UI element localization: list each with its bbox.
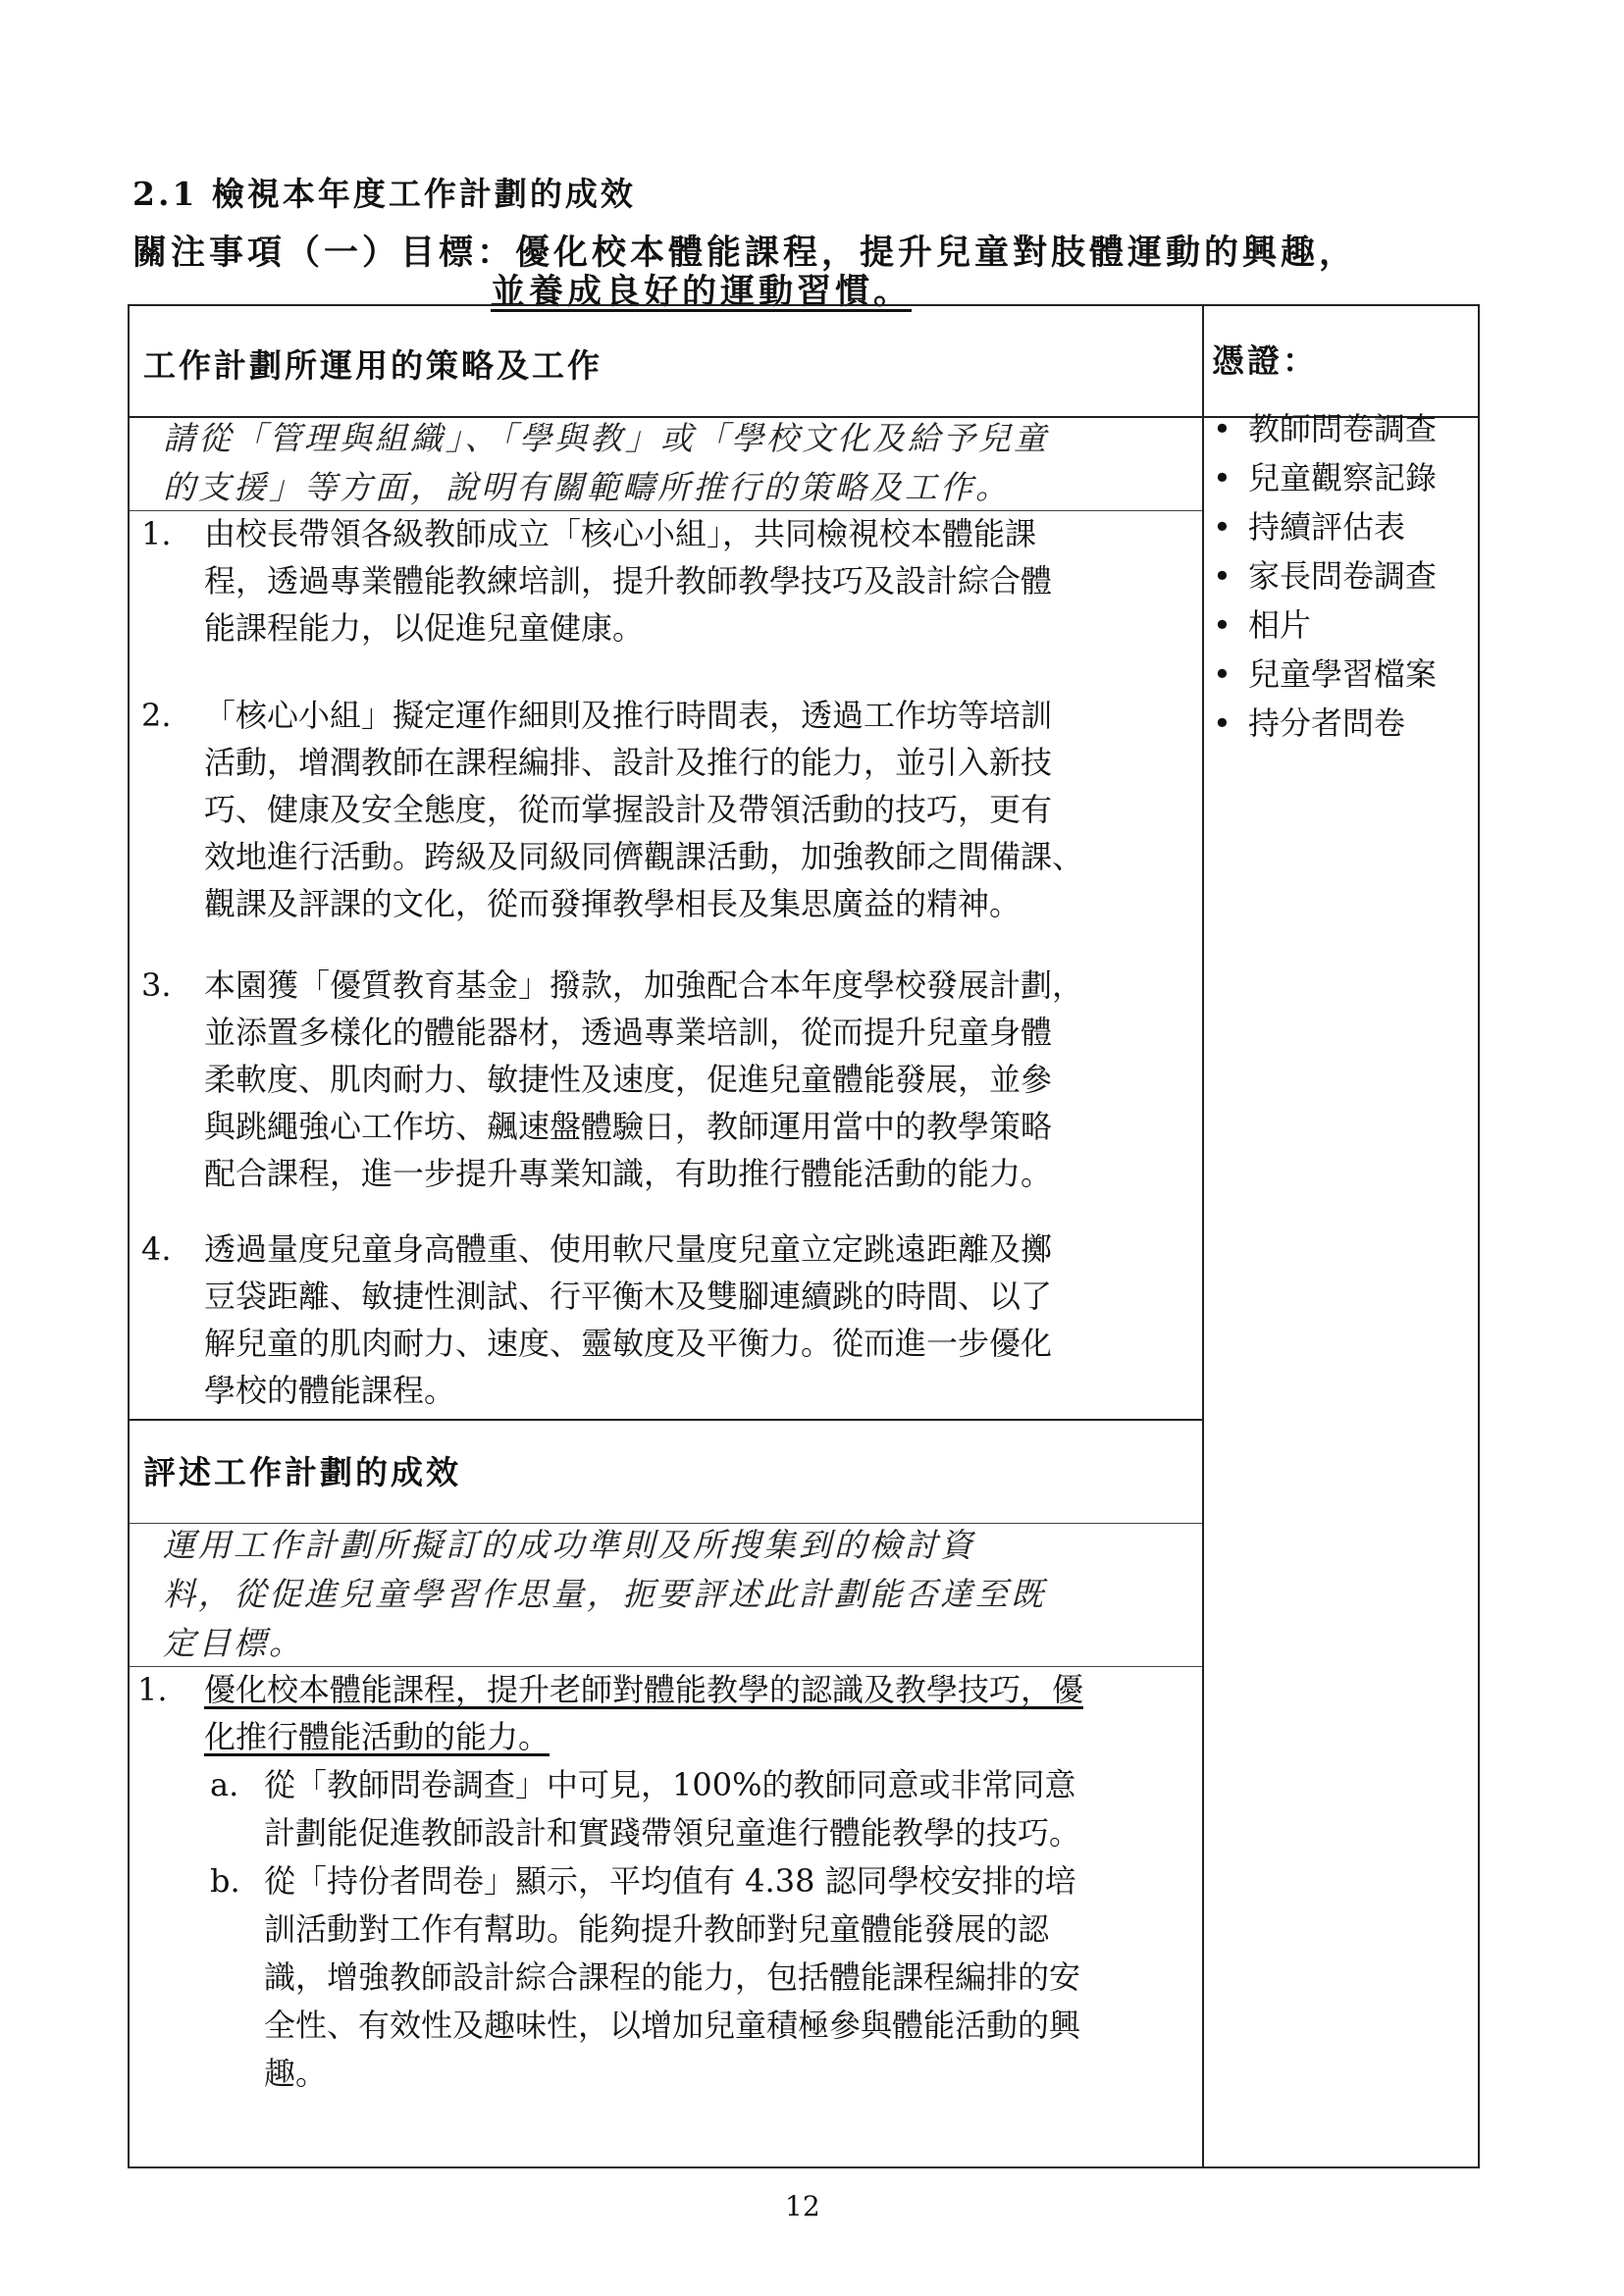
item-number: 4. [141, 1230, 172, 1268]
item-line: 優化校本體能課程，提升老師對體能教學的認識及教學技巧，優 [204, 1671, 1084, 1708]
item-line: 能課程能力，以促進兒童健康。 [204, 609, 645, 647]
instruction-line: 的支援」等方面，說明有關範疇所推行的策略及工作。 [163, 468, 1011, 506]
sub-item-letter: a. [210, 1766, 239, 1803]
sub-item-letter: b. [210, 1862, 240, 1900]
item-line: 巧、健康及安全態度，從而掌握設計及帶領活動的技巧，更有 [204, 791, 1053, 828]
item-line: 化推行體能活動的能力。 [204, 1718, 550, 1755]
instruction-line: 定目標。 [163, 1624, 304, 1662]
sub-item-line: 趣。 [264, 2055, 328, 2092]
item-line: 配合課程，進一步提升專業知識，有助推行體能活動的能力。 [204, 1155, 1053, 1192]
item-line: 並添置多樣化的體能器材，透過專業培訓，從而提升兒童身體 [204, 1014, 1053, 1051]
item-line: 豆袋距離、敏捷性測試、行平衡木及雙腳連續跳的時間、以了 [204, 1278, 1053, 1315]
sub-item-line: 計劃能促進教師設計和實踐帶領兒童進行體能教學的技巧。 [264, 1814, 1081, 1852]
item-line: 「核心小組」擬定運作細則及推行時間表，透過工作坊等培訓 [204, 697, 1053, 734]
instruction-line: 料，從促進兒童學習作思量，扼要評述此計劃能否達至既 [163, 1575, 1046, 1613]
instruction-line: 請從「管理與組織」、「學與教」或「學校文化及給予兒童 [163, 419, 1049, 457]
evidence-item: • 持續評估表 [1209, 502, 1474, 551]
evaluation-header-top-divider [130, 1419, 1202, 1421]
item-number: 2. [141, 697, 172, 734]
item-line: 解兒童的肌肉耐力、速度、靈敏度及平衡力。從而進一步優化 [204, 1325, 1053, 1362]
evaluation-instruction [163, 1521, 1046, 1668]
evidence-item: • 兒童學習檔案 [1209, 650, 1474, 699]
item-line: 柔軟度、肌肉耐力、敏捷性及速度，促進兒童體能發展，並參 [204, 1061, 1053, 1098]
item-line: 本園獲「優質教育基金」撥款，加強配合本年度學校發展計劃， [204, 966, 1084, 1004]
item-line: 由校長帶領各級教師成立「核心小組」，共同檢視校本體能課 [204, 515, 1037, 552]
evaluation-header: 評述工作計劃的成效 [143, 1453, 461, 1491]
sub-item-line: 從「教師問卷調查」中可見，100%的教師同意或非常同意 [264, 1766, 1076, 1803]
item-line: 學校的體能課程。 [204, 1372, 456, 1409]
strategy-header: 工作計劃所運用的策略及工作 [143, 346, 602, 385]
sub-item-text [264, 1857, 1127, 2098]
evidence-list [1209, 404, 1474, 748]
page-number: 12 [785, 2190, 820, 2222]
focus-title-line-1: 關注事項（一）目標：優化校本體能課程，提升兒童對肢體運動的興趣， [132, 233, 1358, 273]
item-line: 活動，增潤教師在課程編排、設計及推行的能力，並引入新技 [204, 744, 1053, 781]
section-title: 2.1 檢視本年度工作計劃的成效 [132, 175, 636, 213]
item-line: 觀課及評課的文化，從而發揮教學相長及集思廣益的精神。 [204, 885, 1022, 922]
evidence-item: • 教師問卷調查 [1209, 404, 1474, 453]
evidence-item: • 相片 [1209, 600, 1474, 650]
instruction-line: 運用工作計劃所擬訂的成功準則及所搜集到的檢討資 [163, 1526, 975, 1564]
item-line: 程，透過專業體能教練培訓，提升教師教學技巧及設計綜合體 [204, 562, 1053, 600]
item-text [204, 962, 1176, 1197]
evidence-item: • 兒童觀察記錄 [1209, 453, 1474, 502]
column-divider [1202, 306, 1204, 2166]
item-line: 與跳繩強心工作坊、飆速盤體驗日，教師運用當中的教學策略 [204, 1108, 1053, 1145]
sub-item-text [264, 1761, 1127, 1857]
item-line: 效地進行活動。跨級及同級同儕觀課活動，加強教師之間備課、 [204, 838, 1084, 875]
evidence-item: • 持分者問卷 [1209, 699, 1474, 748]
sub-item-line: 訓活動對工作有幫助。能夠提升教師對兒童體能發展的認 [264, 1910, 1050, 1948]
item-text [204, 1226, 1176, 1414]
evidence-header: 憑證： [1212, 341, 1318, 380]
item-text [204, 510, 1176, 652]
focus-title [132, 234, 1357, 312]
focus-title-line-2: 並養成良好的運動習慣。 [491, 272, 913, 312]
evaluation-table [128, 304, 1480, 2168]
evidence-item: • 家長問卷調查 [1209, 551, 1474, 600]
strategy-instruction [163, 414, 1049, 512]
sub-item-line: 從「持份者問卷」顯示，平均值有 4.38 認同學校安排的培 [264, 1862, 1076, 1900]
item-text [204, 692, 1176, 927]
item-line: 透過量度兒童身高體重、使用軟尺量度兒童立定跳遠距離及擲 [204, 1230, 1053, 1268]
item-text [204, 1666, 1195, 1760]
sub-item-line: 識，增強教師設計綜合課程的能力，包括體能課程編排的安 [264, 1958, 1081, 1996]
item-number: 1. [137, 1671, 168, 1708]
sub-item-line: 全性、有效性及趣味性，以增加兒童積極參與體能活動的興 [264, 2007, 1081, 2044]
item-number: 3. [141, 966, 172, 1004]
item-number: 1. [141, 515, 172, 552]
